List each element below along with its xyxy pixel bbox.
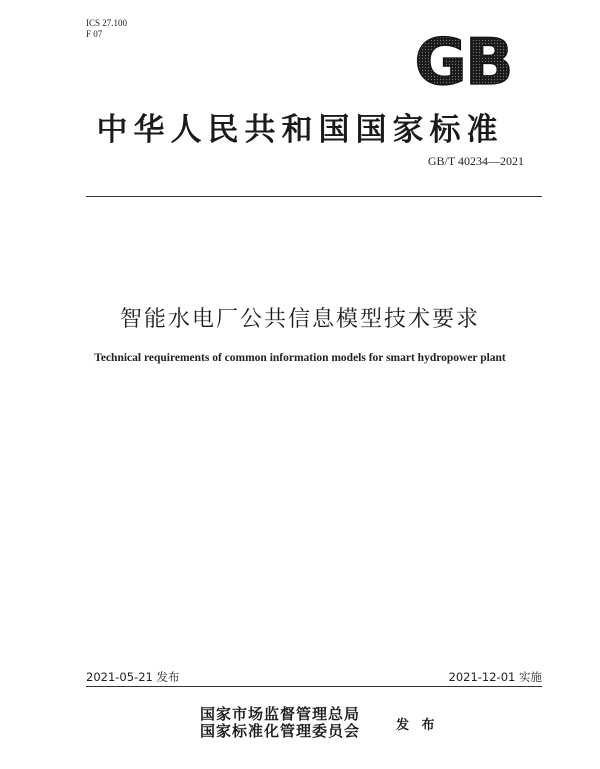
gb-logo-icon	[403, 30, 523, 88]
document-title-en: Technical requirements of common information models for smart hydropower plant	[94, 352, 506, 364]
gb-logo-text: GB	[414, 30, 512, 88]
gb-logo	[403, 30, 523, 88]
classification-codes	[86, 18, 127, 40]
document-title-zh: 智能水电厂公共信息模型技术要求	[119, 307, 480, 332]
ccs-code: F 07	[86, 29, 103, 39]
issue-date: 2021-05-21 发布	[86, 670, 180, 684]
issuer-sac: 国家标准化管理委员会	[200, 722, 361, 740]
standard-category-title: 中华人民共和国国家标准	[96, 112, 504, 148]
issuer-samr: 国家市场监督管理总局	[200, 705, 361, 723]
footer-divider	[86, 686, 542, 687]
implementation-date: 2021-12-01 实施	[448, 670, 542, 684]
publish-label: 发 布	[396, 718, 439, 733]
header-divider	[86, 196, 542, 197]
issuing-authorities	[200, 706, 360, 740]
standard-number: GB/T 40234—2021	[427, 154, 524, 168]
ics-code: ICS 27.100	[86, 18, 128, 28]
